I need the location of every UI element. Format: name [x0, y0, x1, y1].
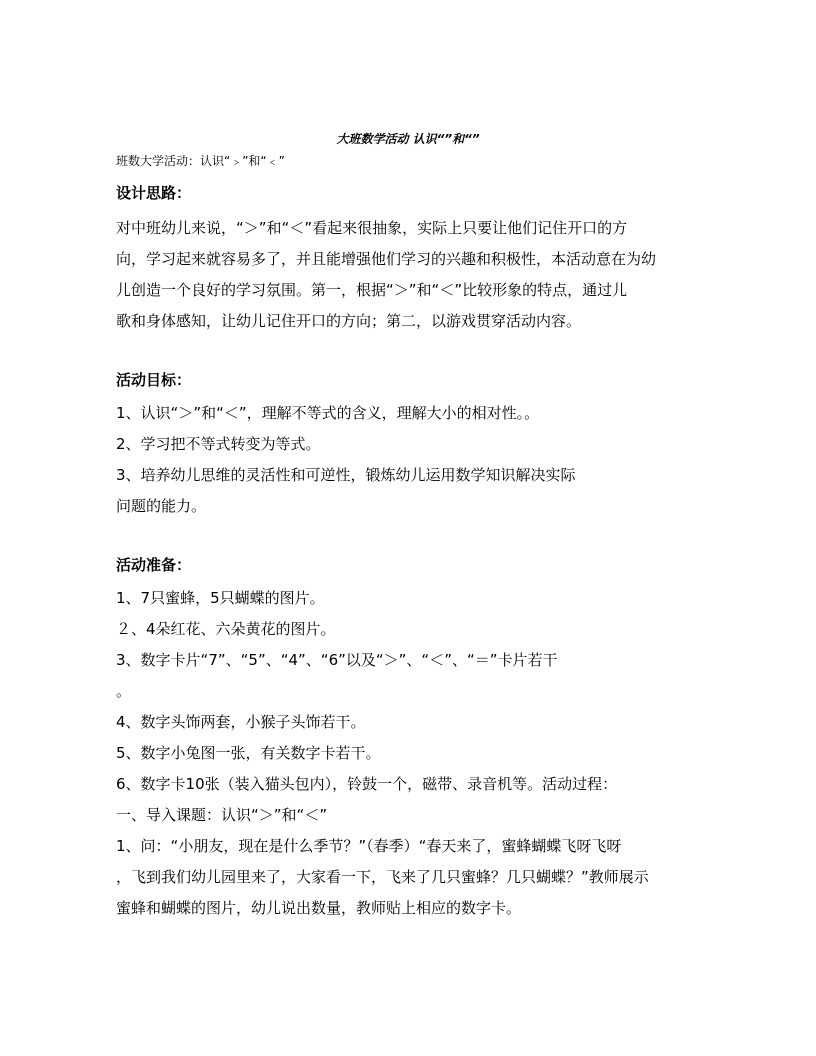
list-item: 1、认识“＞”和“＜”，理解不等式的含义，理解大小的相对性。。 [116, 404, 540, 422]
list-item: 一、导入课题：认识“＞”和“＜” [116, 806, 328, 824]
section-design [116, 184, 706, 337]
list-item: ２、4朵红花、六朵黄花的图片。 [116, 620, 336, 638]
paragraph-line: 对中班幼儿来说，“＞”和“＜”看起来很抽象，实际上只要让他们记住开口的方 [116, 219, 628, 237]
list-item: 1、7只蜜蜂，5只蝴蝶的图片。 [116, 589, 325, 607]
list-item: 1、问：“小朋友，现在是什么季节？”（春季）“春天来了，蜜蜂蝴蝶飞呀飞呀 [116, 837, 622, 855]
list-item: 问题的能力。 [116, 497, 207, 515]
list-item: 6、数字卡10张（装入猫头包内），铃鼓一个，磁带、录音机等。活动过程： [116, 775, 618, 793]
list-item: 5、数字小兔图一张，有关数字卡若干。 [116, 744, 381, 762]
list-item: 4、数字头饰两套，小猴子头饰若干。 [116, 713, 366, 731]
list-item: ，飞到我们幼儿园里来了，大家看一下，飞来了几只蜜蜂？几只蝴蝶？”教师展示 [116, 868, 649, 886]
section-heading: 活动准备： [116, 556, 192, 574]
section-heading: 活动目标： [116, 371, 192, 389]
paragraph-line: 儿创造一个良好的学习氛围。第一，根据“＞”和“＜”比较形象的特点，通过儿 [116, 281, 628, 299]
list-item: 3、培养幼儿思维的灵活性和可逆性，锻炼幼儿运用数学知识解决实际 [116, 466, 576, 484]
paragraph-line: 向，学习起来就容易多了，并且能增强他们学习的兴趣和积极性，本活动意在为幼 [116, 250, 657, 268]
list-item: 3、数字卡片“7”、“5”、“4”、“6”以及“＞”、“＜”、“＝”卡片若干 [116, 651, 558, 669]
document-title: 大班数学活动 认识“”和“” [336, 132, 480, 146]
list-item: 蜜蜂和蝴蝶的图片，幼儿说出数量，教师贴上相应的数字卡。 [116, 899, 522, 917]
paragraph-line: 歌和身体感知，让幼儿记住开口的方向；第二，以游戏贯穿活动内容。 [116, 312, 582, 330]
section-goals [116, 371, 706, 522]
list-item: 2、学习把不等式转变为等式。 [116, 435, 321, 453]
section-heading: 设计思路： [116, 184, 192, 202]
list-item: 。 [116, 682, 132, 700]
section-prep [116, 556, 706, 924]
document-subtitle: 班数大学活动：认识“﹥”和“﹤” [116, 154, 285, 168]
